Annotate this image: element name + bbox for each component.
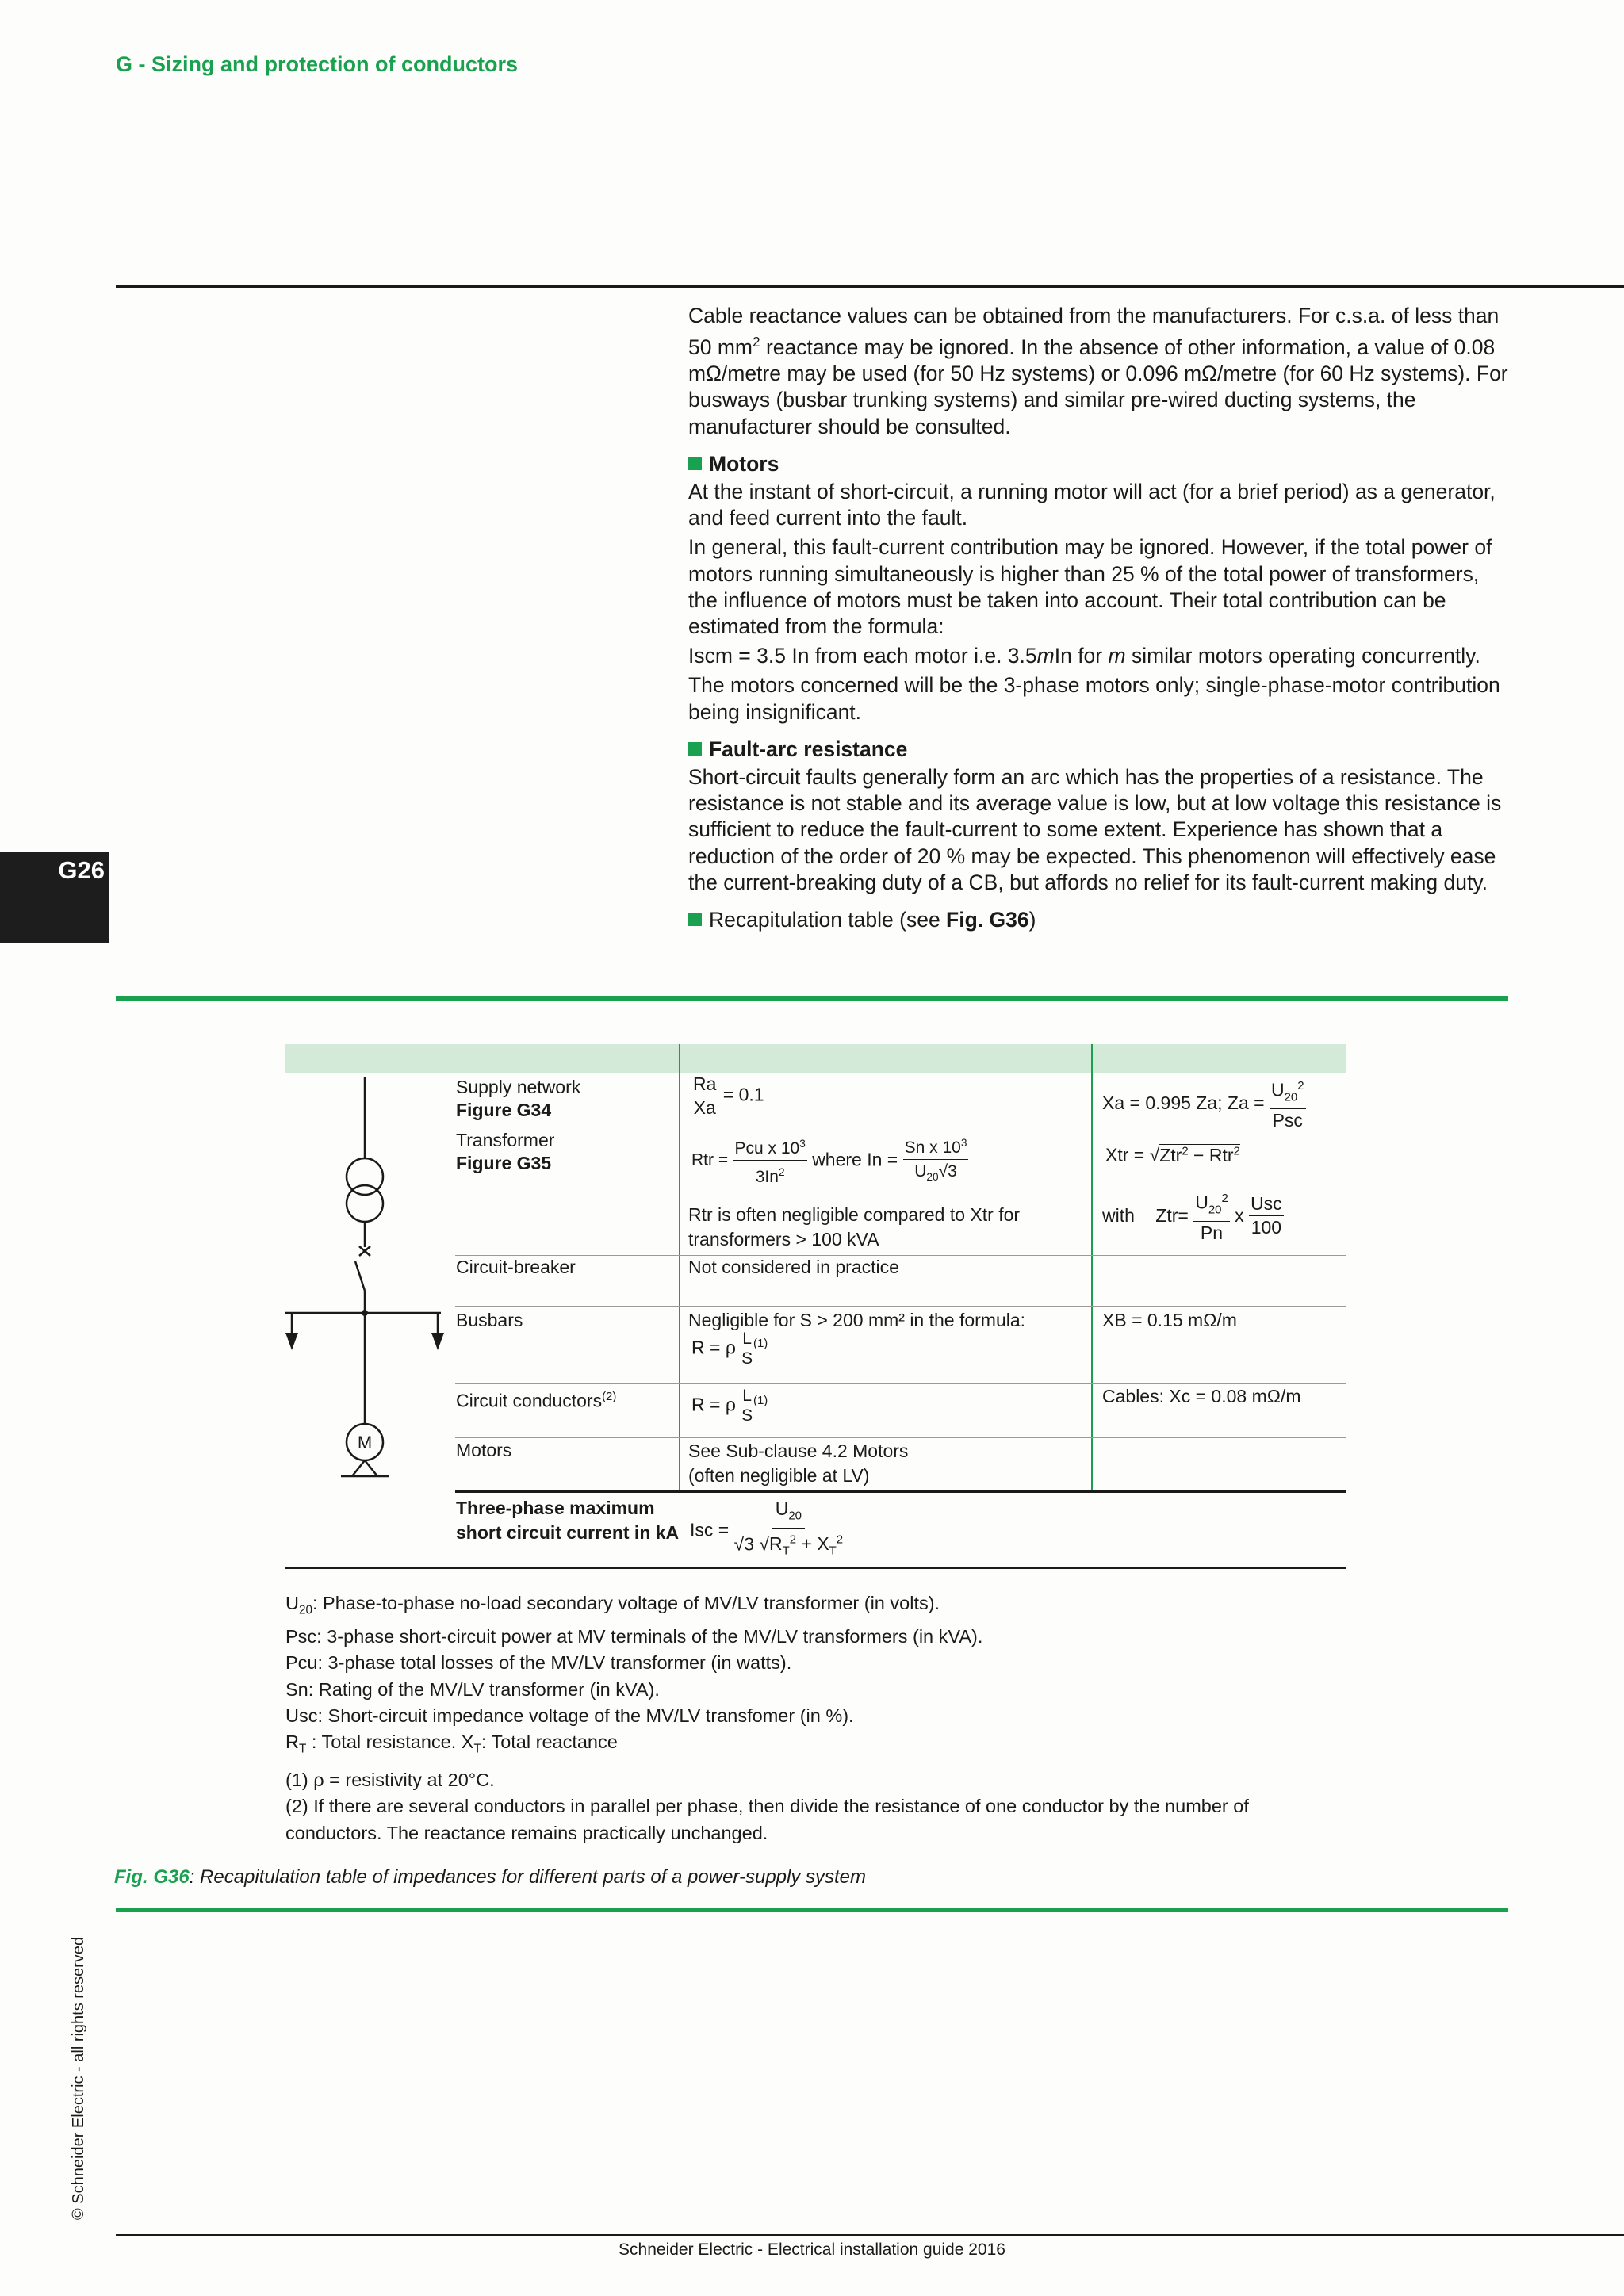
- page-tab: G26: [0, 852, 109, 943]
- note-line: Psc: 3-phase short-circuit power at MV terminals of the MV/LV transformers (in kVA).: [285, 1625, 983, 1647]
- motors-formula: Iscm = 3.5 In from each motor i.e. 3.5mIn for m similar motors operating concurrently.: [688, 644, 1480, 668]
- fault-arc-heading: Fault-arc resistance: [688, 737, 1513, 763]
- bullet-square-icon: [688, 913, 702, 926]
- page-footer: Schneider Electric - Electrical installation guide 2016: [619, 2241, 1005, 2259]
- note-line: $U_{20}$: Phase-to-phase no-load secondary voltage of MV/LV transformer (in volts).: [285, 1593, 940, 1617]
- conductors-r-formula: R = ρ $\frac{L}{S}$ $^{(1)}$: [691, 1387, 768, 1425]
- top-rule: [116, 285, 1624, 288]
- fault-arc-paragraph: Short-circuit faults generally form an arc which has the properties of a resistance. The resistance is not stable and its average value is low, but at low voltage this resistance is sufficient to reduce the fault-current to some extent. Experience has shown that a reduction of the order of 20 % may be expected. This phenomenon will effectively ease the current-breaking duty of a CB, but affords no relief for its fault-current making duty.: [688, 765, 1502, 894]
- svg-text:M: M: [357, 1433, 373, 1452]
- bullet-square-icon: [688, 742, 702, 756]
- figure-caption: Fig. G36: Recapitulation table of impedances for different parts of a power-supply system: [114, 1866, 867, 1888]
- supply-network-label: Supply network Figure G34: [456, 1077, 581, 1120]
- table-header-band: [285, 1044, 1346, 1073]
- note-line: Usc: Short-circuit impedance voltage of the MV/LV transfomer (in %).: [285, 1705, 854, 1726]
- supply-x-formula: Xa = 0.995 Za; Za = $U_{20}^2$ Psc: [1102, 1074, 1306, 1132]
- row-line: [455, 1255, 1346, 1256]
- copyright-vertical: © Schneider Electric - all rights reserved: [70, 1936, 87, 2220]
- motors-r: See Sub-clause 4.2 Motors (often negligible at LV): [688, 1441, 909, 1486]
- motors-paragraph-3: The motors concerned will be the 3-phase motors only; single-phase-motor contribution being insignificant.: [688, 673, 1500, 724]
- row-line: [455, 1383, 1346, 1384]
- transformer-r-formula: Rtr = Pcu x $10^3$ 3In$^2$ where In = $\frac{Sn x 10^3}{U_{20}√3}$: [691, 1131, 968, 1188]
- busbars-r: Negligible for S > 200 mm² in the formula:: [688, 1310, 1026, 1330]
- body-text: [688, 303, 1513, 933]
- row-line: [455, 1437, 1346, 1438]
- busbars-r-formula: R = ρ $\frac{L}{S}$ $^{(1)}$: [691, 1330, 768, 1368]
- bottom-rule: [116, 2234, 1624, 2236]
- busbars-x: XB = 0.15 mΩ/m: [1102, 1310, 1237, 1330]
- transformer-label: Transformer Figure G35: [456, 1130, 555, 1173]
- table-notes: [285, 1590, 1316, 1846]
- motors-paragraph-1: At the instant of short-circuit, a running motor will act (for a brief period) as a generator, and feed current into the fault.: [688, 480, 1496, 530]
- busbars-label: Busbars: [456, 1310, 523, 1330]
- transformer-note: Rtr is often negligible compared to Xtr for transformers > 100 kVA: [688, 1204, 1021, 1249]
- circuit-breaker-r: Not considered in practice: [688, 1257, 899, 1277]
- note-line: Pcu: 3-phase total losses of the MV/LV transformer (in watts).: [285, 1652, 792, 1674]
- bullet-square-icon: [688, 457, 702, 470]
- running-header: G - Sizing and protection of conductors: [116, 52, 518, 76]
- table-top-green-rule: [116, 996, 1508, 1001]
- col-divider: [679, 1044, 680, 1492]
- caption-bottom-green-rule: [116, 1908, 1508, 1912]
- conductors-x: Cables: Xc = 0.08 mΩ/m: [1102, 1386, 1301, 1406]
- recap-table: [285, 1044, 1346, 1567]
- isc-formula: Isc = $\frac{U_{20}}{√3 √R_T^2 + X_T^2}$: [690, 1498, 844, 1558]
- col-divider: [1091, 1044, 1093, 1492]
- note-line: Sn: Rating of the MV/LV transformer (in kVA).: [285, 1678, 660, 1700]
- table-bottom-rule: [285, 1567, 1346, 1569]
- note-line: (2) If there are several conductors in parallel per phase, then divide the resistance of one conductor by the number of conductors. The reactance remains practically unchanged.: [285, 1796, 1249, 1843]
- circuit-breaker-label: Circuit-breaker: [456, 1257, 576, 1277]
- supply-r-formula: $\frac{Ra}{Xa}$ = 0.1: [693, 1073, 764, 1118]
- cable-reactance-paragraph: Cable reactance values can be obtained from the manufacturers. For c.s.a. of less than 50 $mm^2$ reactance may be ignored. In the absence of other information, a value of 0.08 mΩ/metre may be used (for 50 Hz systems) or 0.096 mΩ/metre (for 60 Hz systems). For busways (busbar trunking systems) and similar pre-wired ducting systems, the manufacturer should be consulted.: [688, 304, 1508, 438]
- row-line: [455, 1306, 1346, 1307]
- note-line: (1) ρ = resistivity at 20°C.: [285, 1770, 495, 1791]
- motors-label: Motors: [456, 1440, 512, 1460]
- motors-heading: Motors: [688, 451, 1513, 477]
- motors-paragraph-2: In general, this fault-current contribution may be ignored. However, if the total power of motors running simultaneously is higher than 25 % of the total power of transformers, the influence of motors must be taken into account. Their total contribution can be estimated from the formula:: [688, 535, 1492, 639]
- transformer-x-formula: Xtr = √Ztr$^2$ − Rtr$^2$: [1105, 1144, 1240, 1165]
- circuit-conductors-label: Circuit conductors$^{(2)}$: [456, 1390, 617, 1411]
- isc-label: Three-phase maximum short circuit current in kA: [456, 1498, 680, 1543]
- transformer-ztr-formula: with Ztr= $\frac{U_{20}^2}{Pn}$ x Usc 100: [1102, 1187, 1284, 1245]
- recap-line: Recapitulation table (see Fig. G36): [688, 907, 1513, 933]
- row-line-heavy: [455, 1490, 1346, 1493]
- single-line-diagram: [285, 1073, 452, 1517]
- note-line: $R_T$ : Total resistance. $X_T$: Total reactance: [285, 1732, 618, 1756]
